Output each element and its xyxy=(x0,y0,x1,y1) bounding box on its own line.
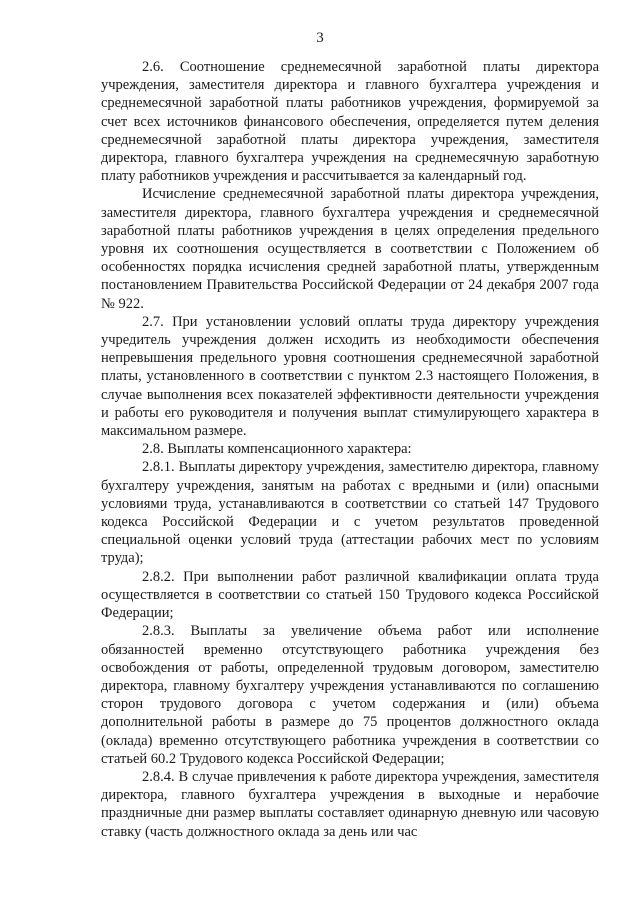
paragraph-2-8-3: 2.8.3. Выплаты за увеличение объема работ или исполнение обязанностей временно отсутствующего работника учреждения без освобождения от работы, определенной трудовым договором, заместителю директора, главному бухгалтеру учреждения устанавливаются по соглашению сторон трудового договора с учетом содержания и (или) объема дополнительной работы в размере до 75 процентов должностного оклада (оклада) временно отсутствующего работника учреждения в соответствии со статьей 60.2 Трудового кодекса Российской Федерации; xyxy=(101,623,599,767)
page-number: 3 xyxy=(316,30,324,46)
paragraph-2-8-4: 2.8.4. В случае привлечения к работе директора учреждения, заместителя директора, главного бухгалтера учреждения в выходные и нерабочие праздничные дни размер выплаты составляет одинарную дневную или часовую ставку (часть должностного оклада за день или час xyxy=(101,768,599,840)
paragraph-2-8: 2.8. Выплаты компенсационного характера: xyxy=(142,441,412,458)
paragraph-2-7: 2.7. При установлении условий оплаты труда директору учреждения учредитель учреждения должен исходить из необходимости обеспечения непревышения предельного уровня соотношения среднемесячной заработной платы, установленного в соответствии с пунктом 2.3 настоящего Положения, в случае выполнения всех показателей эффективности деятельности учреждения и работы его руководителя и получения выплат стимулирующего характера в максимальном размере. xyxy=(101,313,599,440)
paragraph-2-8-2: 2.8.2. При выполнении работ различной квалификации оплата труда осуществляется в соответствии со статьей 150 Трудового кодекса Российской Федерации; xyxy=(101,568,599,622)
paragraph-2-6: 2.6. Соотношение среднемесячной заработной платы директора учреждения, заместителя директора и главного бухгалтера учреждения и среднемесячной заработной платы работников учреждения, формируемой за счет всех источников финансового обеспечения, определяется путем деления среднемесячной заработной платы директора учреждения, заместителя директора, главного бухгалтера учреждения на среднемесячную заработную плату работников учреждения и рассчитывается за календарный год. xyxy=(101,59,599,185)
paragraph-2-8-1: 2.8.1. Выплаты директору учреждения, заместителю директора, главному бухгалтеру учреждения, занятым на работах с вредными и (или) опасными условиями труда, устанавливаются в соответствии со статьей 147 Трудового кодекса Российской Федерации и с учетом результатов проведенной специальной оценки условий труда (аттестации рабочих мест по условиям труда); xyxy=(101,459,599,567)
paragraph-calculation: Исчисление среднемесячной заработной платы директора учреждения, заместителя директора, главного бухгалтера учреждения и среднемесячной заработной платы работников учреждения в целях определения предельного уровня их соотношения осуществляется в соответствии с Положением об особенностях порядка исчисления средней заработной платы, утвержденным постановлением Правительства Российской Федерации от 24 декабря 2007 года № 922. xyxy=(101,186,599,312)
document-body xyxy=(101,58,599,841)
